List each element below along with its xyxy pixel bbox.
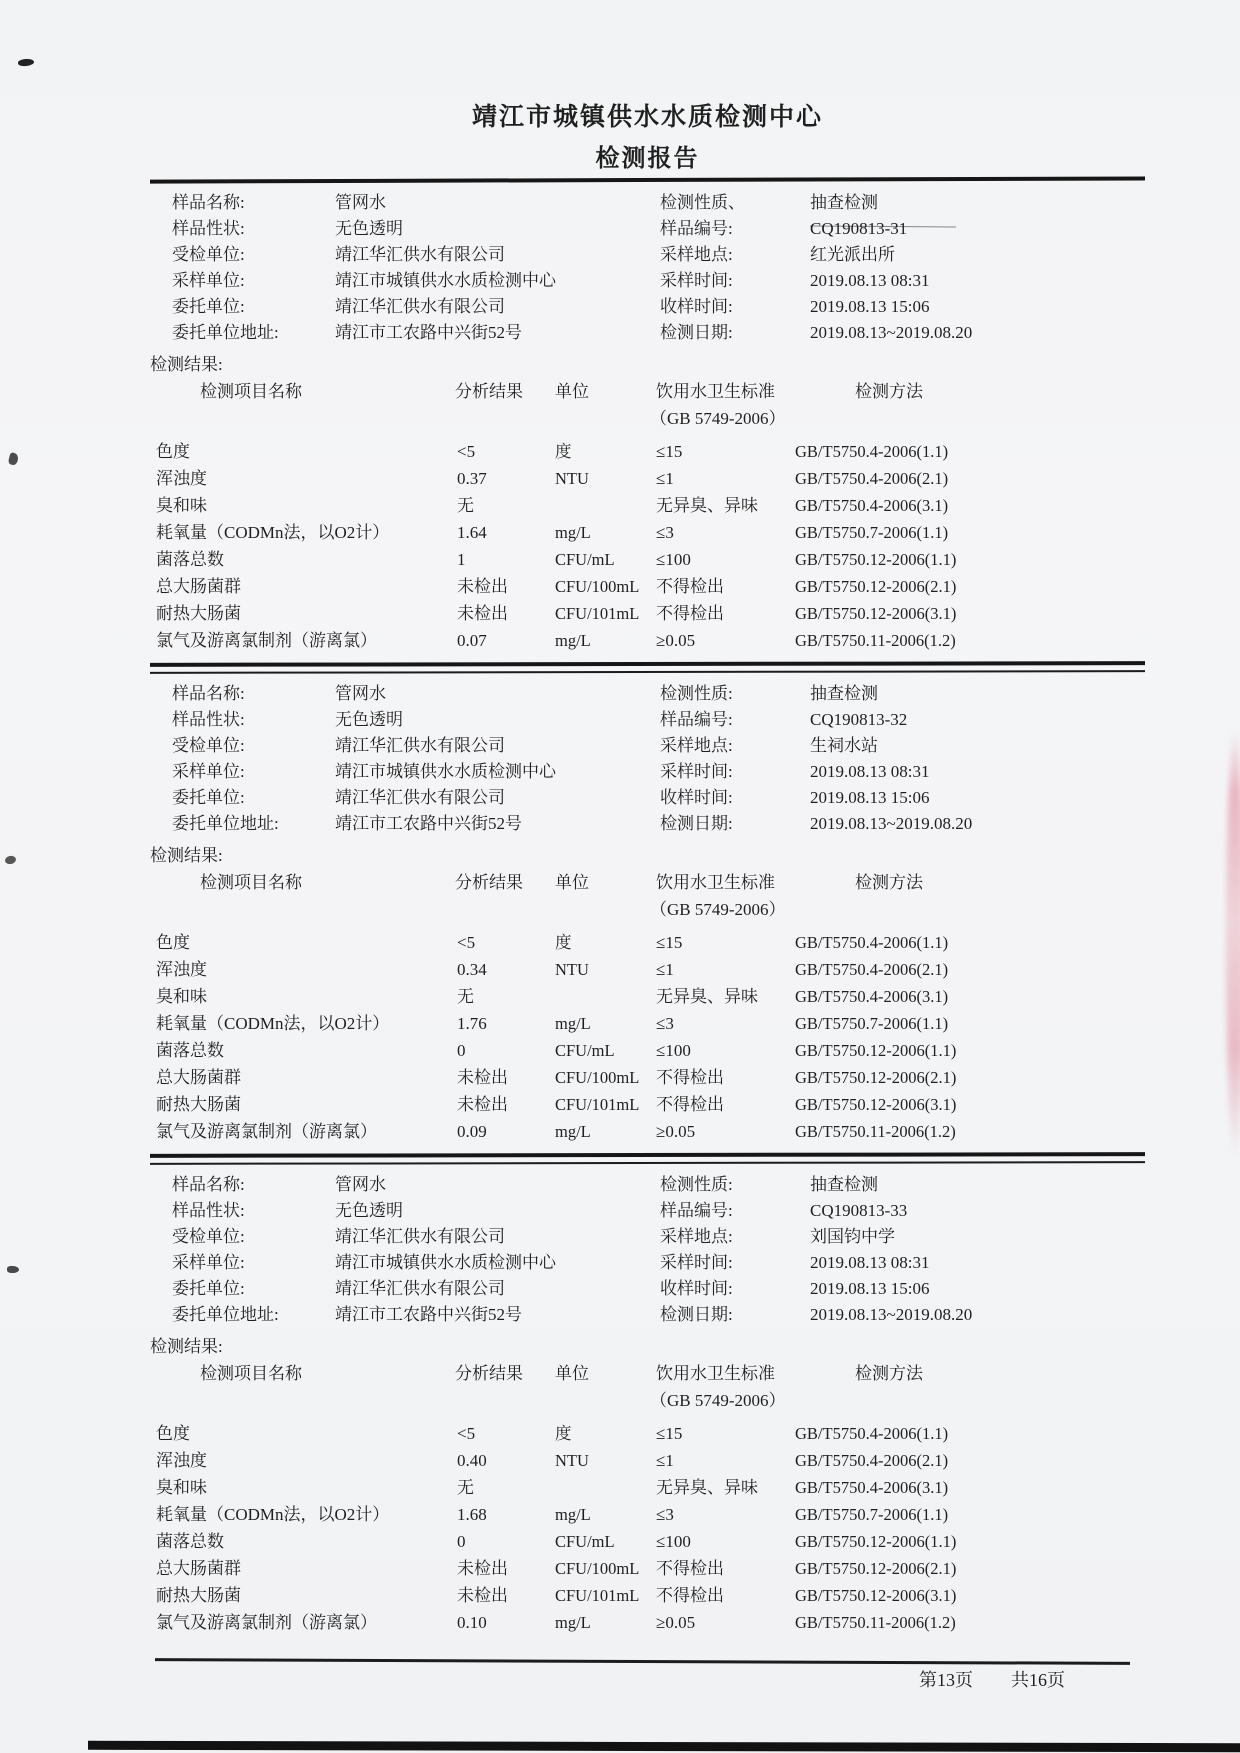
results-rows	[150, 438, 1145, 654]
info-field-label: 采样单位:	[172, 271, 245, 290]
row-item-name: 菌落总数	[156, 1041, 224, 1060]
row-standard: ≤15	[656, 442, 683, 461]
row-item-name: 臭和味	[156, 1478, 207, 1497]
info-field-label: 采样单位:	[172, 1253, 245, 1272]
table-row	[150, 1447, 1145, 1474]
col-header-standard: 饮用水卫生标准	[656, 1364, 775, 1383]
report-section	[150, 673, 1145, 1145]
row-unit: CFU/100mL	[555, 577, 640, 596]
row-standard: ≥0.05	[656, 1122, 696, 1141]
row-item-name: 耗氧量（CODMn法，以O2计）	[156, 523, 390, 542]
results-table-header	[150, 1360, 1145, 1414]
row-result: 未检出	[457, 1586, 508, 1605]
info-field-value: 2019.08.13 08:31	[810, 271, 930, 290]
info-field-label: 采样地点:	[660, 245, 733, 264]
row-unit: CFU/mL	[555, 1532, 615, 1551]
col-header-unit: 单位	[555, 1364, 589, 1383]
results-table-header	[150, 869, 1145, 923]
row-standard: ≥0.05	[656, 631, 696, 650]
row-result: 未检出	[457, 1068, 508, 1087]
row-standard: ≤3	[656, 1505, 674, 1524]
table-row	[150, 1037, 1145, 1064]
row-method: GB/T5750.12-2006(2.1)	[795, 577, 957, 596]
row-standard: 无异臭、异味	[656, 987, 758, 1006]
row-standard: 不得检出	[656, 604, 724, 623]
row-standard: ≤1	[656, 1451, 674, 1470]
row-item-name: 耐热大肠菌	[156, 1586, 241, 1605]
info-field-label: 样品性状:	[172, 219, 245, 238]
document-content	[0, 102, 1240, 1695]
info-field-value: 抽查检测	[810, 684, 878, 703]
row-result: 1.68	[457, 1505, 487, 1524]
row-unit: 度	[555, 933, 572, 952]
info-field-label: 收样时间:	[660, 297, 733, 316]
row-result: <5	[457, 933, 476, 952]
info-field-value: CQ190813-31	[810, 219, 908, 238]
table-row	[150, 1555, 1145, 1582]
info-field-label: 样品编号:	[660, 1201, 733, 1220]
info-field-value: 靖江华汇供水有限公司	[335, 245, 505, 264]
info-field-label: 样品编号:	[660, 219, 733, 238]
row-result: 1.76	[457, 1014, 487, 1033]
col-header-item: 检测项目名称	[200, 873, 302, 892]
table-row	[150, 1582, 1145, 1609]
row-item-name: 色度	[156, 442, 190, 461]
table-row	[150, 983, 1145, 1010]
row-method: GB/T5750.11-2006(1.2)	[795, 1613, 956, 1632]
table-row	[150, 546, 1145, 573]
row-standard: ≤100	[656, 1041, 691, 1060]
results-label: 检测结果:	[150, 1337, 223, 1356]
info-field-value: 管网水	[335, 684, 386, 703]
row-unit: mg/L	[555, 1613, 591, 1632]
row-method: GB/T5750.4-2006(1.1)	[795, 442, 949, 461]
row-result: 1	[457, 550, 466, 569]
row-item-name: 耐热大肠菌	[156, 604, 241, 623]
col-header-unit: 单位	[555, 382, 589, 401]
col-header-standard-note: （GB 5749-2006）	[650, 900, 786, 919]
row-standard: ≤100	[656, 550, 691, 569]
info-field-label: 采样时间:	[660, 271, 733, 290]
info-field-label: 检测性质:	[660, 684, 733, 703]
row-result: 0.37	[457, 469, 487, 488]
row-item-name: 菌落总数	[156, 1532, 224, 1551]
info-field-value: 靖江市工农路中兴街52号	[335, 323, 522, 342]
info-field-label: 委托单位:	[172, 297, 245, 316]
row-standard: ≤3	[656, 1014, 674, 1033]
section-divider	[150, 661, 1145, 674]
results-table-header	[150, 378, 1145, 432]
org-title: 靖江市城镇供水水质检测中心	[471, 104, 823, 131]
row-item-name: 耗氧量（CODMn法，以O2计）	[156, 1014, 390, 1033]
row-standard: 无异臭、异味	[656, 496, 758, 515]
row-result: 未检出	[457, 1095, 508, 1114]
info-field-label: 委托单位地址:	[172, 814, 279, 833]
info-field-label: 采样时间:	[660, 762, 733, 781]
info-field-label: 检测性质、	[660, 193, 745, 212]
info-field-label: 检测日期:	[660, 323, 733, 342]
row-item-name: 色度	[156, 1424, 190, 1443]
scan-edge-shadow	[88, 1741, 1240, 1752]
row-unit: CFU/101mL	[555, 1586, 640, 1605]
info-field-label: 样品名称:	[172, 684, 245, 703]
info-field-label: 委托单位地址:	[172, 323, 279, 342]
row-result: 0.10	[457, 1613, 487, 1632]
info-field-label: 受检单位:	[172, 1227, 245, 1246]
info-field-value: 刘国钧中学	[810, 1227, 895, 1246]
results-rows	[150, 1420, 1145, 1636]
row-result: 0	[457, 1041, 466, 1060]
table-row	[150, 492, 1145, 519]
row-unit: mg/L	[555, 523, 591, 542]
table-row	[150, 438, 1145, 465]
table-row	[150, 1064, 1145, 1091]
row-result: 1.64	[457, 523, 487, 542]
info-field-value: 无色透明	[335, 219, 403, 238]
info-field-value: 2019.08.13~2019.08.20	[810, 814, 973, 833]
row-item-name: 氯气及游离氯制剂（游离氯）	[156, 1613, 377, 1632]
row-unit: NTU	[555, 1451, 589, 1470]
info-field-label: 委托单位:	[172, 788, 245, 807]
sample-info-grid	[150, 681, 1145, 837]
row-result: 0.40	[457, 1451, 487, 1470]
row-item-name: 浑浊度	[156, 1451, 207, 1470]
row-standard: ≥0.05	[656, 1613, 696, 1632]
row-item-name: 总大肠菌群	[156, 1068, 241, 1087]
page-total: 共16页	[1011, 1670, 1065, 1690]
row-result: <5	[457, 1424, 476, 1443]
sample-info-grid	[150, 1172, 1145, 1328]
row-method: GB/T5750.12-2006(3.1)	[795, 1586, 957, 1605]
row-method: GB/T5750.4-2006(3.1)	[795, 1478, 949, 1497]
results-label: 检测结果:	[150, 355, 223, 374]
row-result: 0.34	[457, 960, 487, 979]
info-field-value: 无色透明	[335, 710, 403, 729]
table-row	[150, 1609, 1145, 1636]
row-unit: CFU/101mL	[555, 604, 640, 623]
row-unit: CFU/mL	[555, 1041, 615, 1060]
row-unit: mg/L	[555, 1014, 591, 1033]
row-unit	[550, 1474, 648, 1501]
row-item-name: 总大肠菌群	[156, 1559, 241, 1578]
col-header-result: 分析结果	[455, 382, 523, 401]
info-field-label: 样品编号:	[660, 710, 733, 729]
info-field-label: 检测日期:	[660, 814, 733, 833]
row-result: 未检出	[457, 1559, 508, 1578]
row-standard: 不得检出	[656, 1068, 724, 1087]
row-unit: 度	[555, 442, 572, 461]
info-field-value: 靖江市工农路中兴街52号	[335, 814, 522, 833]
table-row	[150, 1420, 1145, 1447]
info-field-value: 靖江华汇供水有限公司	[335, 1279, 505, 1298]
row-result: 无	[457, 496, 474, 515]
row-result: 0.09	[457, 1122, 487, 1141]
table-row	[150, 573, 1145, 600]
col-header-item: 检测项目名称	[200, 1364, 302, 1383]
row-method: GB/T5750.12-2006(1.1)	[795, 1041, 957, 1060]
row-item-name: 色度	[156, 933, 190, 952]
row-result: 未检出	[457, 577, 508, 596]
table-row	[150, 929, 1145, 956]
row-method: GB/T5750.12-2006(1.1)	[795, 550, 957, 569]
col-header-method: 检测方法	[855, 382, 923, 401]
row-method: GB/T5750.4-2006(3.1)	[795, 987, 949, 1006]
info-field-value: 靖江华汇供水有限公司	[335, 297, 505, 316]
row-result: <5	[457, 442, 476, 461]
results-label: 检测结果:	[150, 846, 223, 865]
row-unit: CFU/100mL	[555, 1068, 640, 1087]
col-header-item: 检测项目名称	[200, 382, 302, 401]
row-standard: 不得检出	[656, 1586, 724, 1605]
row-method: GB/T5750.4-2006(1.1)	[795, 1424, 949, 1443]
info-field-label: 样品性状:	[172, 1201, 245, 1220]
col-header-method: 检测方法	[855, 1364, 923, 1383]
row-item-name: 浑浊度	[156, 469, 207, 488]
info-field-label: 检测日期:	[660, 1305, 733, 1324]
info-field-value: 靖江市城镇供水水质检测中心	[335, 271, 556, 290]
row-unit: mg/L	[555, 631, 591, 650]
table-row	[150, 1010, 1145, 1037]
row-item-name: 浑浊度	[156, 960, 207, 979]
info-field-label: 采样地点:	[660, 1227, 733, 1246]
info-field-value: 抽查检测	[810, 193, 878, 212]
page-footer	[150, 1665, 1145, 1695]
row-standard: ≤15	[656, 933, 683, 952]
row-method: GB/T5750.11-2006(1.2)	[795, 1122, 956, 1141]
info-field-label: 委托单位:	[172, 1279, 245, 1298]
row-unit: NTU	[555, 469, 589, 488]
row-standard: ≤15	[656, 1424, 683, 1443]
table-row	[150, 1528, 1145, 1555]
page-number: 第13页	[919, 1670, 973, 1690]
info-field-value: 靖江市城镇供水水质检测中心	[335, 762, 556, 781]
row-standard: ≤1	[656, 469, 674, 488]
info-field-value: 2019.08.13 08:31	[810, 762, 930, 781]
info-field-label: 样品性状:	[172, 710, 245, 729]
table-row	[150, 1118, 1145, 1145]
row-unit	[550, 983, 648, 1010]
row-result: 未检出	[457, 604, 508, 623]
row-unit: CFU/100mL	[555, 1559, 640, 1578]
row-item-name: 总大肠菌群	[156, 577, 241, 596]
row-unit: CFU/101mL	[555, 1095, 640, 1114]
section-divider	[150, 1152, 1145, 1165]
table-row	[150, 1501, 1145, 1528]
info-field-value: 靖江华汇供水有限公司	[335, 1227, 505, 1246]
row-method: GB/T5750.4-2006(2.1)	[795, 960, 949, 979]
row-result: 0	[457, 1532, 466, 1551]
row-item-name: 臭和味	[156, 987, 207, 1006]
info-field-value: 管网水	[335, 193, 386, 212]
report-title: 检测报告	[595, 146, 700, 172]
table-row	[150, 1474, 1145, 1501]
table-row	[150, 1091, 1145, 1118]
info-field-label: 样品名称:	[172, 1175, 245, 1194]
col-header-result: 分析结果	[455, 1364, 523, 1383]
info-field-value: 靖江市城镇供水水质检测中心	[335, 1253, 556, 1272]
info-field-value: 无色透明	[335, 1201, 403, 1220]
row-method: GB/T5750.12-2006(3.1)	[795, 604, 957, 623]
row-item-name: 氯气及游离氯制剂（游离氯）	[156, 631, 377, 650]
col-header-standard-note: （GB 5749-2006）	[650, 409, 786, 428]
row-method: GB/T5750.11-2006(1.2)	[795, 631, 956, 650]
info-field-value: CQ190813-32	[810, 710, 908, 729]
row-method: GB/T5750.12-2006(3.1)	[795, 1095, 957, 1114]
table-row	[150, 600, 1145, 627]
row-unit: NTU	[555, 960, 589, 979]
sample-info-grid	[150, 190, 1145, 346]
col-header-standard: 饮用水卫生标准	[656, 873, 775, 892]
row-result: 0.07	[457, 631, 487, 650]
row-item-name: 臭和味	[156, 496, 207, 515]
row-standard: 不得检出	[656, 1559, 724, 1578]
row-standard: ≤1	[656, 960, 674, 979]
row-method: GB/T5750.4-2006(2.1)	[795, 1451, 949, 1470]
row-result: 无	[457, 987, 474, 1006]
row-standard: 不得检出	[656, 1095, 724, 1114]
table-row	[150, 627, 1145, 654]
info-field-label: 样品名称:	[172, 193, 245, 212]
row-standard: ≤3	[656, 523, 674, 542]
row-standard: 不得检出	[656, 577, 724, 596]
col-header-method: 检测方法	[855, 873, 923, 892]
info-field-value: 管网水	[335, 1175, 386, 1194]
sections-container	[150, 182, 1145, 1636]
row-method: GB/T5750.7-2006(1.1)	[795, 1505, 949, 1524]
row-standard: 无异臭、异味	[656, 1478, 758, 1497]
info-field-value: CQ190813-33	[810, 1201, 908, 1220]
info-field-value: 红光派出所	[810, 245, 895, 264]
results-rows	[150, 929, 1145, 1145]
row-item-name: 耐热大肠菌	[156, 1095, 241, 1114]
report-section	[150, 1164, 1145, 1636]
info-field-label: 委托单位地址:	[172, 1305, 279, 1324]
info-field-value: 抽查检测	[810, 1175, 878, 1194]
table-row	[150, 956, 1145, 983]
row-item-name: 氯气及游离氯制剂（游离氯）	[156, 1122, 377, 1141]
info-field-label: 检测性质:	[660, 1175, 733, 1194]
col-header-unit: 单位	[555, 873, 589, 892]
row-unit: mg/L	[555, 1122, 591, 1141]
info-field-value: 靖江华汇供水有限公司	[335, 788, 505, 807]
info-field-value: 生祠水站	[810, 736, 878, 755]
row-method: GB/T5750.4-2006(3.1)	[795, 496, 949, 515]
table-row	[150, 519, 1145, 546]
row-result: 无	[457, 1478, 474, 1497]
info-field-label: 受检单位:	[172, 245, 245, 264]
row-unit: CFU/mL	[555, 550, 615, 569]
row-method: GB/T5750.12-2006(2.1)	[795, 1559, 957, 1578]
footer-divider	[155, 1658, 1130, 1665]
info-field-label: 收样时间:	[660, 788, 733, 807]
table-row	[150, 465, 1145, 492]
row-method: GB/T5750.4-2006(1.1)	[795, 933, 949, 952]
info-field-value: 2019.08.13 15:06	[810, 1279, 930, 1298]
col-header-standard-note: （GB 5749-2006）	[650, 1391, 786, 1410]
row-unit: 度	[555, 1424, 572, 1443]
row-method: GB/T5750.12-2006(1.1)	[795, 1532, 957, 1551]
row-method: GB/T5750.7-2006(1.1)	[795, 523, 949, 542]
info-field-value: 2019.08.13 15:06	[810, 297, 930, 316]
info-field-label: 受检单位:	[172, 736, 245, 755]
row-standard: ≤100	[656, 1532, 691, 1551]
scan-speck	[18, 58, 35, 67]
row-method: GB/T5750.7-2006(1.1)	[795, 1014, 949, 1033]
info-field-value: 靖江华汇供水有限公司	[335, 736, 505, 755]
info-field-label: 收样时间:	[660, 1279, 733, 1298]
report-section	[150, 182, 1145, 654]
row-item-name: 耗氧量（CODMn法，以O2计）	[156, 1505, 390, 1524]
info-field-value: 2019.08.13~2019.08.20	[810, 1305, 973, 1324]
row-method: GB/T5750.12-2006(2.1)	[795, 1068, 957, 1087]
info-field-value: 靖江市工农路中兴街52号	[335, 1305, 522, 1324]
col-header-standard: 饮用水卫生标准	[656, 382, 775, 401]
info-field-label: 采样地点:	[660, 736, 733, 755]
info-field-label: 采样单位:	[172, 762, 245, 781]
col-header-result: 分析结果	[455, 873, 523, 892]
row-method: GB/T5750.4-2006(2.1)	[795, 469, 949, 488]
info-field-value: 2019.08.13~2019.08.20	[810, 323, 973, 342]
info-field-value: 2019.08.13 15:06	[810, 788, 930, 807]
row-item-name: 菌落总数	[156, 550, 224, 569]
row-unit	[550, 492, 648, 519]
info-field-value: 2019.08.13 08:31	[810, 1253, 930, 1272]
info-field-label: 采样时间:	[660, 1253, 733, 1272]
row-unit: mg/L	[555, 1505, 591, 1524]
